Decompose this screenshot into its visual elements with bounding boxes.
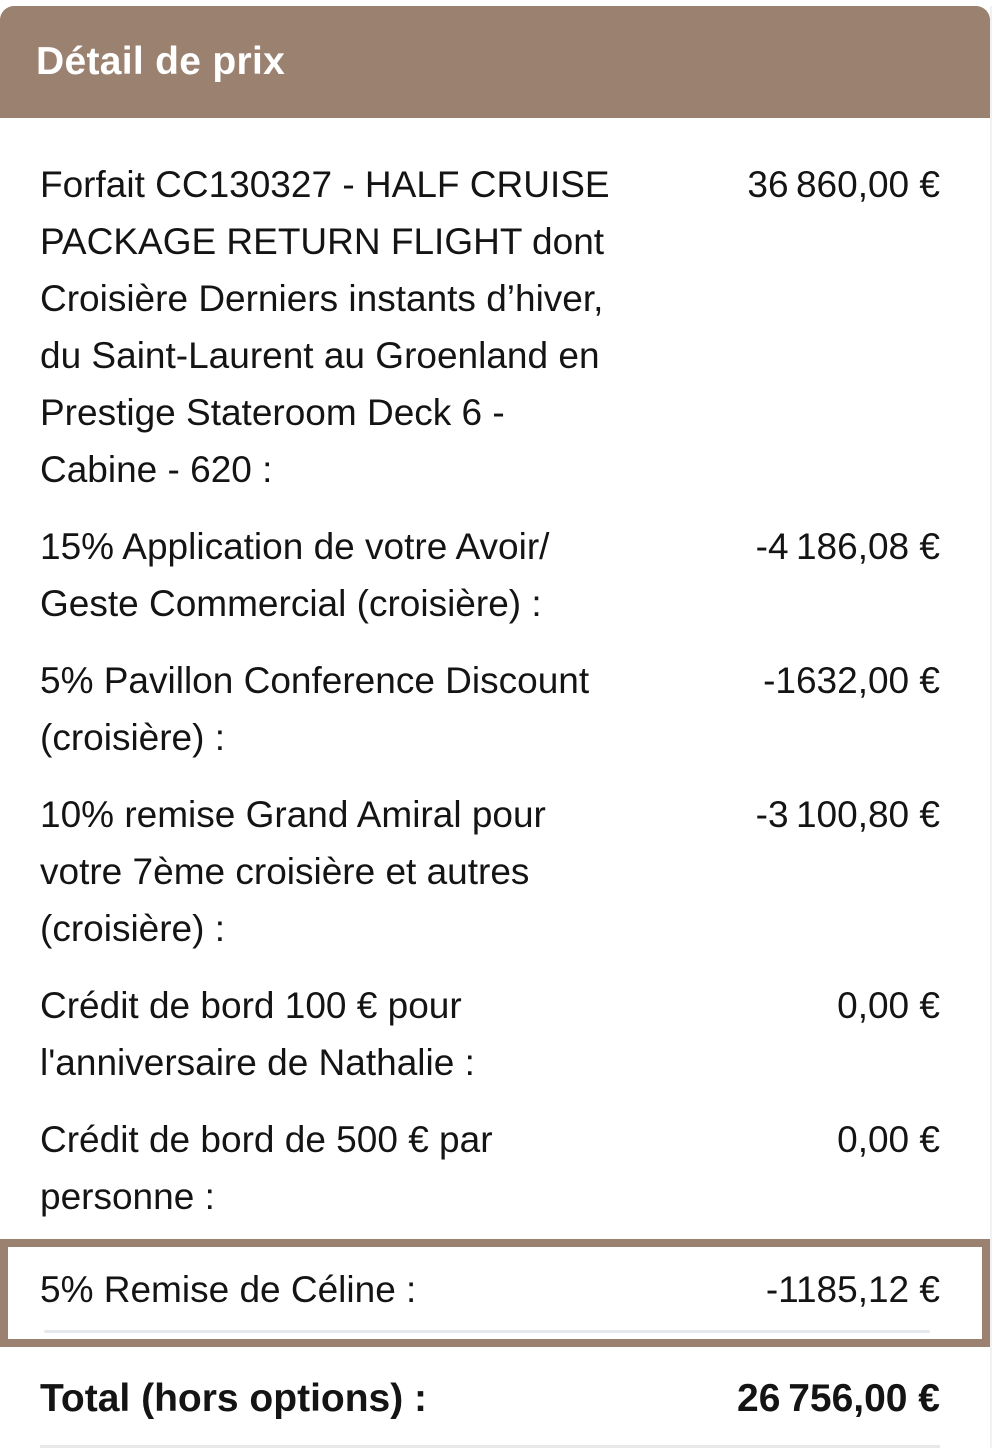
- price-line-item: [40, 518, 940, 632]
- line-item-label: Forfait CC130327 - HALF CRUISE PACKAGE RETURN FLIGHT dont Croisière Derniers instants d’hiver, du Saint-Laurent au Groenland en Prestige Stateroom Deck 6 - Cabine - 620 :: [40, 164, 610, 490]
- price-lines: [0, 118, 990, 1448]
- total-label: Total (hors options) :: [40, 1377, 428, 1420]
- line-item-label: 5% Pavillon Conference Discount (croisière) :: [40, 660, 590, 758]
- price-line-item-highlighted: [40, 1261, 940, 1318]
- line-item-amount: -1185,12 €: [765, 1269, 940, 1310]
- price-line-item: [40, 786, 940, 957]
- line-item-label: 5% Remise de Céline :: [40, 1269, 417, 1310]
- line-item-label: Crédit de bord de 500 € par personne :: [40, 1119, 493, 1217]
- line-item-amount: 36 860,00 €: [747, 164, 940, 205]
- price-detail-panel: [0, 6, 992, 1448]
- line-item-amount: 0,00 €: [837, 1119, 940, 1160]
- highlight-box[interactable]: [0, 1239, 990, 1347]
- line-item-amount: 0,00 €: [837, 985, 940, 1026]
- line-item-label: 15% Application de votre Avoir/ Geste Commercial (croisière) :: [40, 526, 550, 624]
- total-amount: 26 756,00 €: [737, 1377, 940, 1420]
- line-item-amount: -1632,00 €: [763, 660, 940, 701]
- price-line-item: [40, 977, 940, 1091]
- price-line-item: [40, 1111, 940, 1225]
- row-divider: [44, 1330, 930, 1333]
- panel-header: [0, 6, 990, 118]
- line-item-label: 10% remise Grand Amiral pour votre 7ème croisière et autres (croisière) :: [40, 794, 546, 949]
- price-line-item: [40, 652, 940, 766]
- total-row: [40, 1375, 940, 1423]
- line-item-amount: -3 100,80 €: [755, 794, 940, 835]
- price-line-item: [40, 156, 940, 498]
- line-item-label: Crédit de bord 100 € pour l'anniversaire de Nathalie :: [40, 985, 475, 1083]
- panel-title: Détail de prix: [36, 40, 286, 83]
- line-item-amount: -4 186,08 €: [755, 526, 940, 567]
